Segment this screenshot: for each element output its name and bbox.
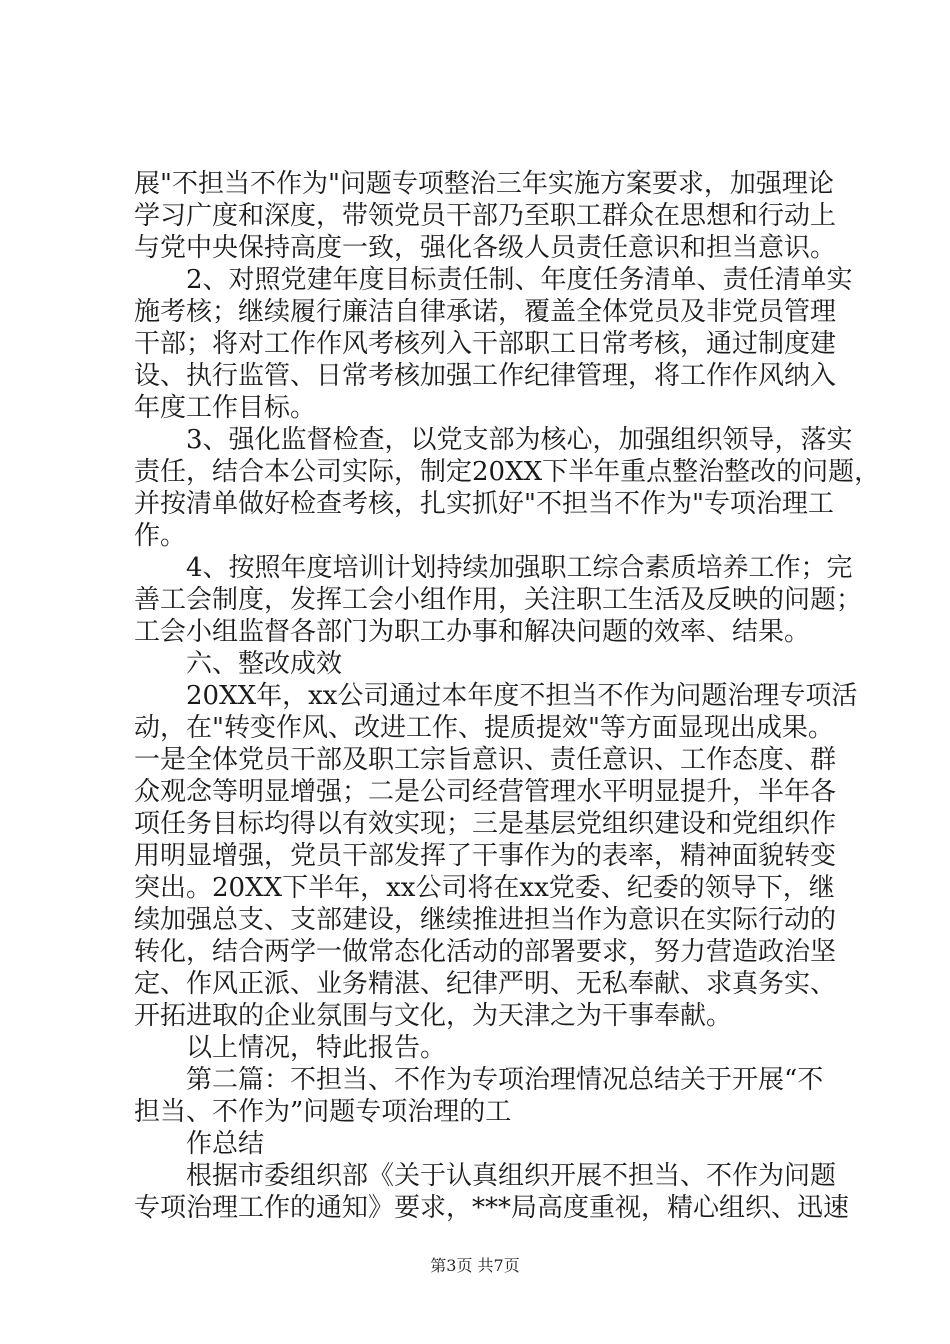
text-line: 突出。20XX下半年，xx公司将在xx党委、纪委的领导下，继: [134, 873, 835, 903]
text-line: 年度工作目标。: [134, 393, 317, 423]
text-line: 工会小组监督各部门为职工办事和解决问题的效率、结果。: [134, 617, 811, 647]
text-line: 干部；将对工作作风考核列入干部职工日常考核，通过制度建: [134, 329, 837, 359]
text-line: 作总结: [186, 1129, 265, 1159]
text-line: 3、强化监督检查，以党支部为核心，加强组织领导，落实: [186, 425, 853, 455]
text-line: 以上情况，特此报告。: [186, 1033, 447, 1063]
text-line: 专项治理工作的通知》要求，***局高度重视，精心组织、迅速: [134, 1193, 850, 1223]
text-line: 转化，结合两学一做常态化活动的部署要求，努力营造政治坚: [134, 937, 837, 967]
text-line: 众观念等明显增强；二是公司经营管理水平明显提升，半年各: [134, 777, 837, 807]
text-line: 一是全体党员干部及职工宗旨意识、责任意识、工作态度、群: [134, 745, 837, 775]
text-line: 与党中央保持高度一致，强化各级人员责任意识和担当意识。: [134, 233, 837, 263]
text-line: 2、对照党建年度目标责任制、年度任务清单、责任清单实: [186, 265, 853, 295]
text-line: 担当、不作为”问题专项治理的工: [134, 1097, 512, 1127]
text-line: 项任务目标均得以有效实现；三是基层党组织建设和党组织作: [134, 809, 837, 839]
text-line: 展"不担当不作为"问题专项整治三年实施方案要求，加强理论: [134, 169, 834, 199]
text-line: 并按清单做好检查考核，扎实抓好"不担当不作为"专项治理工: [134, 489, 834, 519]
text-line: 施考核；继续履行廉洁自律承诺，覆盖全体党员及非党员管理: [134, 297, 837, 327]
text-line: 开拓进取的企业氛围与文化，为天津之为干事奉献。: [134, 1001, 733, 1031]
section-heading: 六、整改成效: [186, 649, 343, 679]
text-line: 根据市委组织部《关于认真组织开展不担当、不作为问题: [186, 1161, 837, 1191]
text-line: 善工会制度，发挥工会小组作用，关注职工生活及反映的问题；: [134, 585, 863, 615]
section-heading: 第二篇：不担当、不作为专项治理情况总结关于开展“不: [186, 1065, 824, 1095]
text-line: 设、执行监管、日常考核加强工作纪律管理，将工作作风纳入: [134, 361, 837, 391]
text-line: 用明显增强，党员干部发挥了干事作为的表率，精神面貌转变: [134, 841, 837, 871]
text-line: 学习广度和深度，带领党员干部乃至职工群众在思想和行动上: [134, 201, 837, 231]
text-line: 20XX年，xx公司通过本年度不担当不作为问题治理专项活: [186, 681, 858, 711]
text-line: 责任，结合本公司实际，制定20XX下半年重点整治整改的问题，: [134, 457, 881, 487]
text-line: 作。: [134, 521, 187, 551]
text-line: 定、作风正派、业务精湛、纪律严明、无私奉献、求真务实、: [134, 969, 837, 999]
text-line: 4、按照年度培训计划持续加强职工综合素质培养工作；完: [186, 553, 853, 583]
page-number: 第3页 共7页: [430, 1256, 520, 1275]
text-line: 续加强总支、支部建设，继续推进担当作为意识在实际行动的: [134, 905, 837, 935]
document-body: [134, 168, 881, 1224]
text-line: 动，在"转变作风、改进工作、提质提效"等方面显现出成果。: [134, 713, 834, 743]
